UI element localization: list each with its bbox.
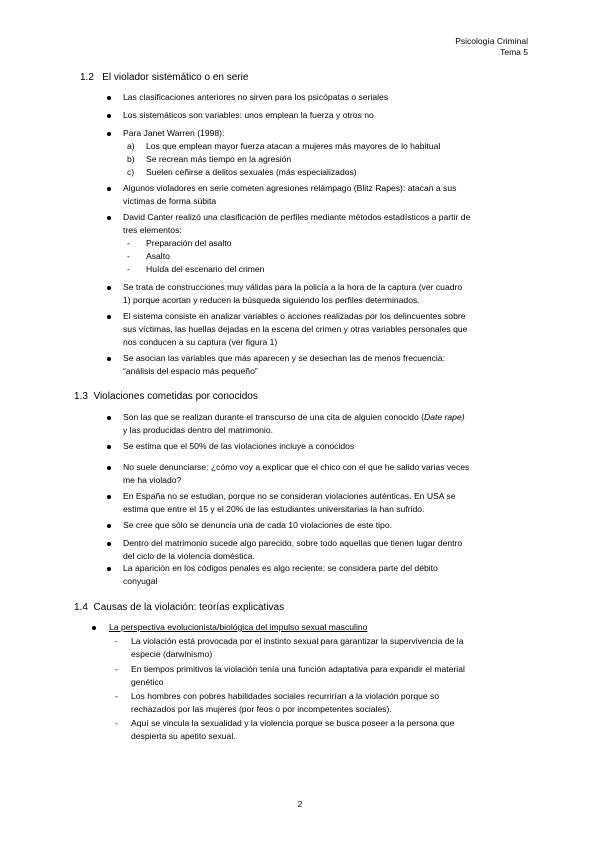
bullet-icon bbox=[107, 132, 111, 136]
list-item: Dentro del matrimonio sucede algo parecido, sobre todo aquellas que tienen lugar dentro bbox=[123, 538, 463, 548]
section-number: 1.2 bbox=[80, 72, 94, 83]
sub-item-cont: rechazados por las mujeres (por feos o por incompetentes sociales). bbox=[131, 704, 392, 714]
list-item-cont: tres elementos: bbox=[123, 225, 182, 235]
list-item: Se cree que sólo se denuncia una de cada 10 violaciones de este tipo. bbox=[123, 520, 392, 530]
section-title: Violaciones cometidas por conocidos bbox=[93, 391, 258, 402]
sub-item: Se recrean más tiempo en la agresión bbox=[146, 154, 292, 164]
dash-marker: - bbox=[127, 238, 130, 248]
list-item-cont: nos conducen a su captura (ver figura 1) bbox=[123, 337, 278, 347]
section-heading-1-2 bbox=[80, 72, 248, 84]
bullet-icon bbox=[107, 114, 111, 118]
list-item-cont: “análisis del espacio más pequeño” bbox=[123, 366, 258, 376]
bullet-icon bbox=[107, 286, 111, 290]
bullet-icon bbox=[92, 626, 96, 630]
sub-item-cont: despierta su apetito sexual. bbox=[131, 731, 236, 741]
italic-term: Date rape) bbox=[423, 412, 465, 422]
list-item: Se trata de construcciones muy válidas para la policía a la hora de la captura (ver cuadro bbox=[123, 282, 463, 292]
running-header bbox=[455, 36, 528, 58]
list-item-cont: víctimas de forma súbita bbox=[123, 196, 217, 206]
section-title: Causas de la violación: teorías explicativas bbox=[93, 602, 285, 613]
list-item: Las clasificaciones anteriores no sirven para los psicópatas o seriales bbox=[123, 92, 389, 102]
dash-marker: - bbox=[115, 718, 118, 728]
bullet-icon bbox=[107, 315, 111, 319]
sub-item: Preparación del asalto bbox=[146, 238, 232, 248]
bullet-icon bbox=[107, 216, 111, 220]
list-item bbox=[123, 411, 465, 424]
bullet-icon bbox=[107, 187, 111, 191]
section-number: 1.4 bbox=[74, 602, 88, 613]
sub-marker: b) bbox=[127, 154, 135, 164]
sub-item-cont: especie (darwinismo) bbox=[131, 649, 213, 659]
list-item: David Canter realizó una clasificación de perfiles mediante métodos estadísticos a partir de bbox=[123, 212, 471, 222]
list-item: La perspectiva evolucionista/biológica del impulso sexual masculino bbox=[109, 622, 368, 632]
sub-item: En tiempos primitivos la violación tenía una función adaptativa para expandir el material bbox=[131, 664, 465, 674]
section-title: El violador sistemático o en serie bbox=[102, 72, 249, 83]
bullet-icon bbox=[107, 542, 111, 546]
list-item: Para Janet Warren (1998): bbox=[123, 128, 225, 138]
sub-item: Los hombres con pobres habilidades sociales recurrirían a la violación porque so bbox=[131, 691, 440, 701]
sub-item-cont: genético bbox=[131, 677, 164, 687]
section-heading-1-4 bbox=[74, 602, 284, 614]
list-item-cont: 1) porque acortan y reducen la búsqueda siguiendo los perfiles determinados. bbox=[123, 295, 420, 305]
bullet-icon bbox=[107, 466, 111, 470]
page-number: 2 bbox=[297, 799, 303, 809]
list-item-cont: del ciclo de la violencia doméstica. bbox=[123, 551, 255, 561]
dash-marker: - bbox=[115, 636, 118, 646]
list-item-cont: conyugal bbox=[123, 576, 158, 586]
section-heading-1-3 bbox=[74, 391, 258, 403]
dash-marker: - bbox=[115, 691, 118, 701]
bullet-icon bbox=[107, 567, 111, 571]
list-item: Algunos violadores en serie cometen agresiones relámpago (Blitz Rapes): atacan a sus bbox=[123, 183, 457, 193]
bullet-icon bbox=[107, 416, 111, 420]
list-item-cont: estima que entre el 15 y el 20% de las estudiantes universitarias la han sufrido. bbox=[123, 504, 425, 514]
list-item: Se estima que el 50% de las violaciones incluye a conocidos bbox=[123, 441, 355, 451]
section-number: 1.3 bbox=[74, 391, 88, 402]
list-item-cont: me ha violado? bbox=[123, 475, 182, 485]
text-run: Son las que se realizan durante el transcurso de una cita de alguien conocido ( bbox=[123, 412, 424, 422]
dash-marker: - bbox=[115, 664, 118, 674]
sub-marker: c) bbox=[127, 167, 135, 177]
sub-item: Los que emplean mayor fuerza atacan a mujeres más mayores de lo habitual bbox=[146, 141, 441, 151]
list-item: En España no se estudian, porque no se consideran violaciones auténticas. En USA se bbox=[123, 491, 456, 501]
sub-item: Huída del escenario del crimen bbox=[146, 264, 265, 274]
list-item: No suele denunciarse: ¿cómo voy a explicar que el chico con el que he salido varias veces bbox=[123, 462, 470, 472]
dash-marker: - bbox=[127, 251, 130, 261]
list-item: La aparición en los códigos penales es algo reciente: se considera parte del débito bbox=[123, 563, 438, 573]
list-item: Se asocian las variables que más aparecen y se desechan las de menos frecuencia: bbox=[123, 353, 445, 363]
sub-item: La violación está provocada por el instinto sexual para garantizar la supervivencia de la bbox=[131, 636, 464, 646]
header-unit: Tema 5 bbox=[500, 47, 528, 57]
bullet-icon bbox=[107, 495, 111, 499]
bullet-icon bbox=[107, 524, 111, 528]
bullet-icon bbox=[107, 96, 111, 100]
list-item: El sistema consiste en analizar variables o acciones realizadas por los delincuentes sobre bbox=[123, 311, 466, 321]
bullet-icon bbox=[107, 445, 111, 449]
dash-marker: - bbox=[127, 264, 130, 274]
sub-item: Asalto bbox=[146, 251, 170, 261]
sub-item: Aquí se vincula la sexualidad y la violencia porque se busca poseer a la persona que bbox=[131, 718, 455, 728]
list-item: Los sistemáticos son variables: unos emplean la fuerza y otros no bbox=[123, 110, 374, 120]
sub-marker: a) bbox=[127, 141, 135, 151]
list-item-cont: y las producidas dentro del matrimonio. bbox=[123, 425, 273, 435]
header-subject: Psicología Criminal bbox=[455, 36, 528, 46]
bullet-icon bbox=[107, 357, 111, 361]
sub-item: Suelen ceñirse a delitos sexuales (más especializados) bbox=[146, 167, 357, 177]
list-item-cont: sus víctimas, las huellas dejadas en la escena del crimen y otras variables personales que bbox=[123, 324, 468, 334]
